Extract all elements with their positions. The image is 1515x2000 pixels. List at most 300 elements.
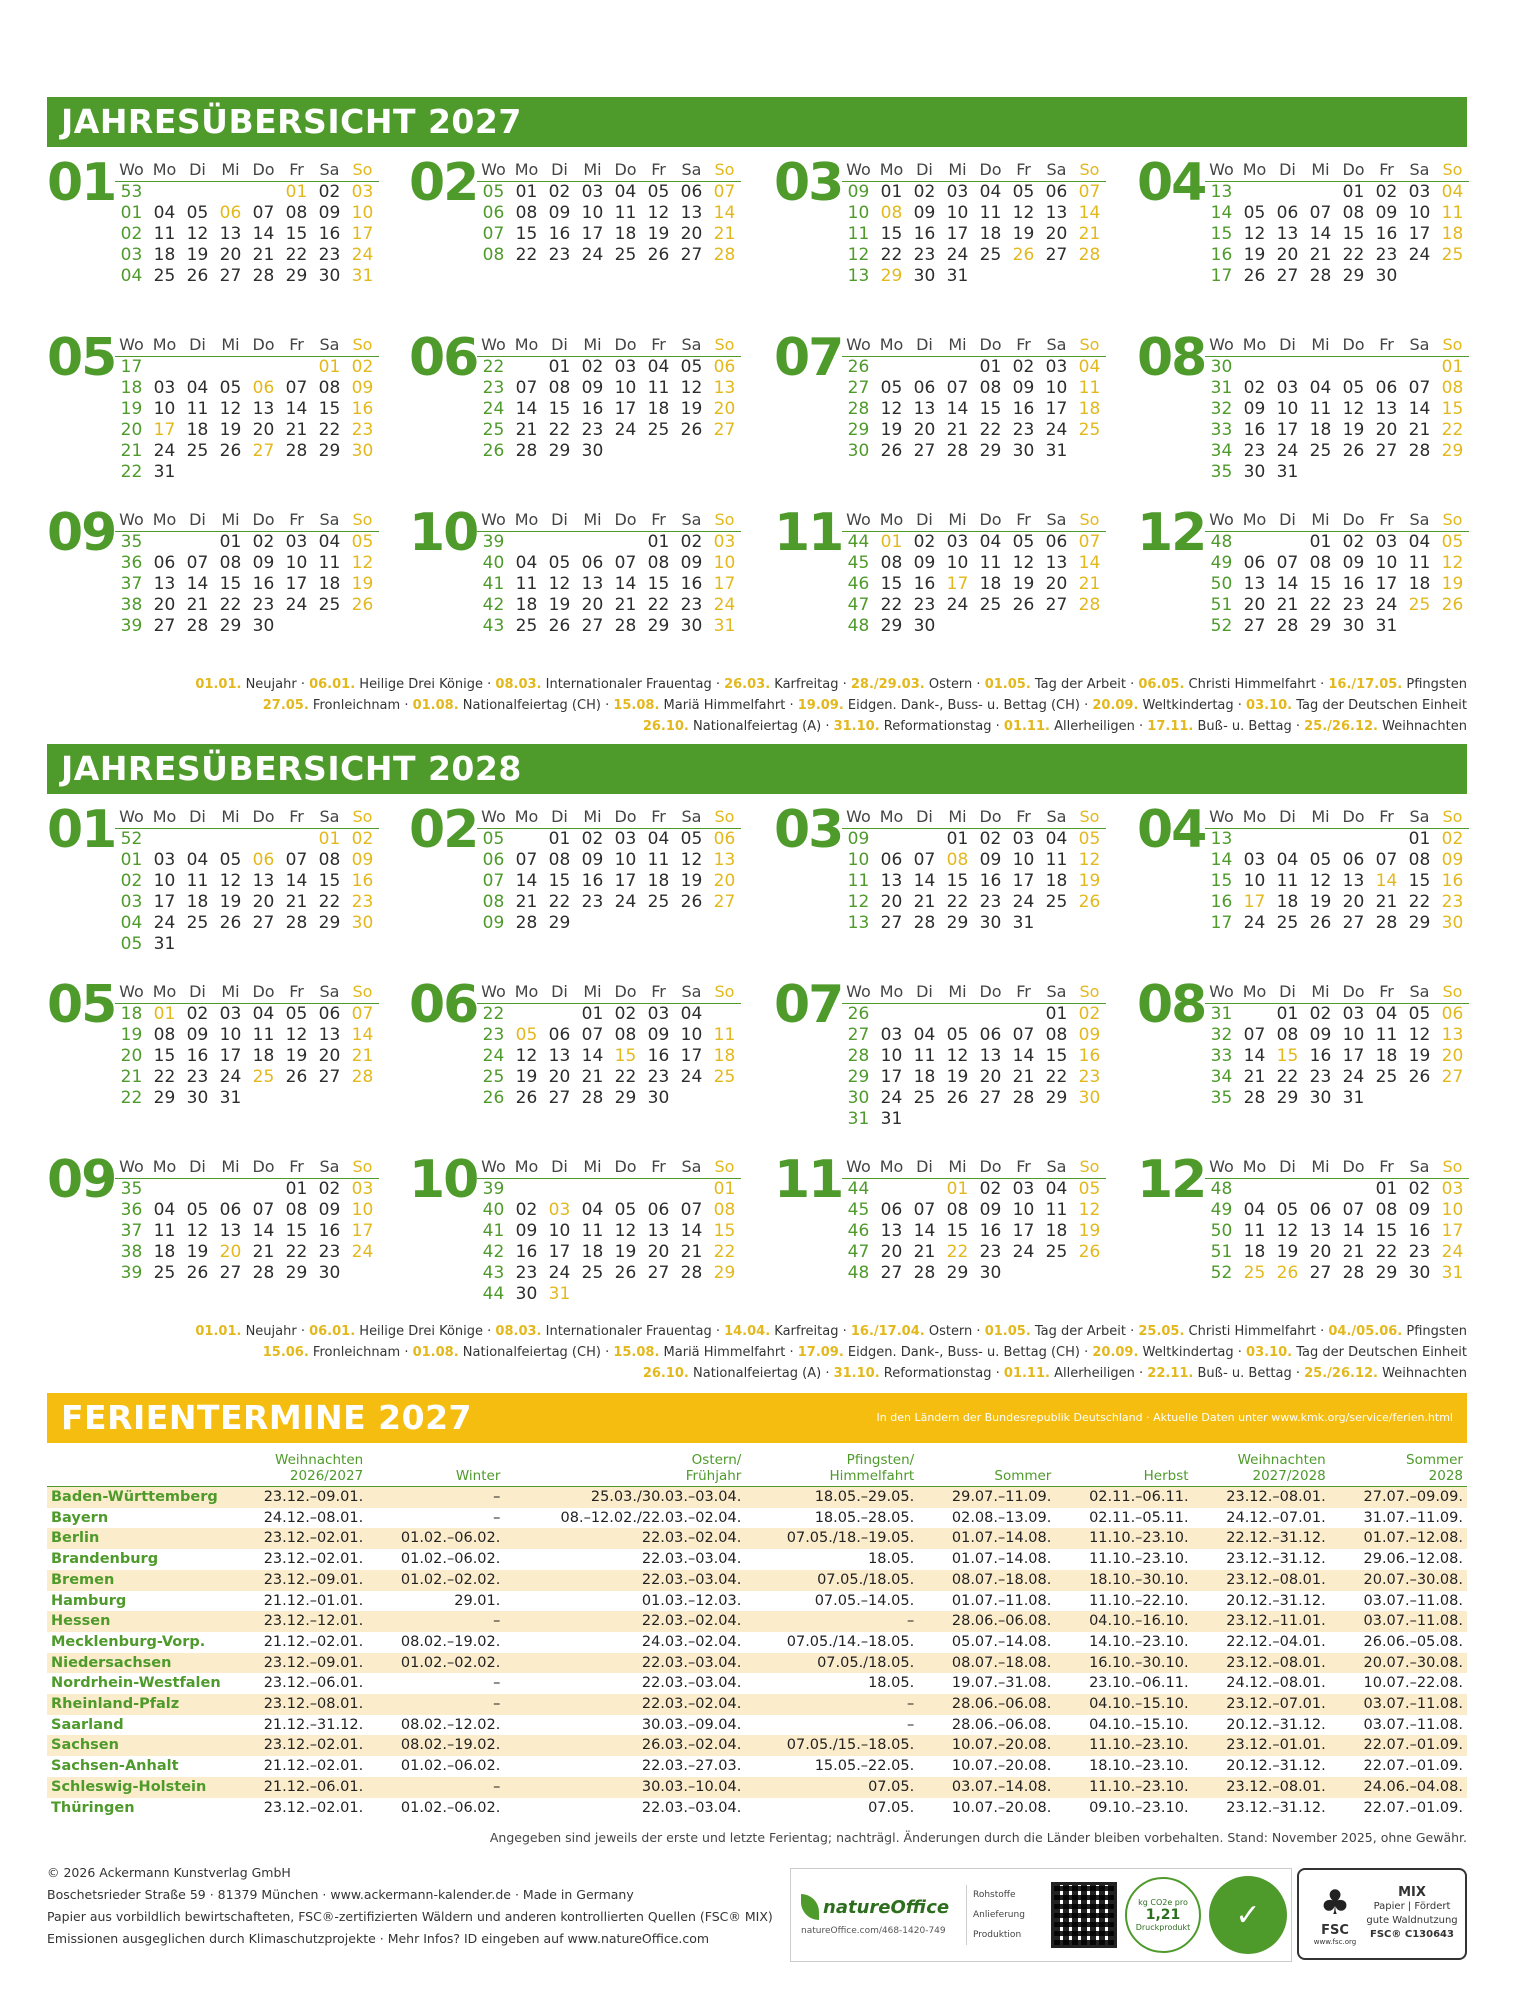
day-cell: 20 (713, 871, 736, 891)
day-cell: 15 (946, 1221, 969, 1241)
day-cell: 08 (1309, 553, 1332, 573)
week-number: 31 (1210, 378, 1233, 398)
day-cell: 24 (351, 1242, 374, 1262)
day-cell: 11 (1078, 378, 1101, 398)
holiday-date: 08.03. (495, 677, 542, 692)
day-cell: 07 (1078, 532, 1101, 552)
day-cell: 12 (186, 224, 209, 244)
weekday-header: Fr (280, 804, 313, 829)
month-09 (47, 1152, 392, 1322)
ferien-cell: 11.10.–23.10. (1089, 1551, 1189, 1568)
day-cell: 23 (1012, 420, 1035, 440)
day-cell: 28 (581, 1088, 604, 1108)
ferien-cell: – (367, 1611, 504, 1632)
holiday-name: Nationalfeiertag (CH) · (458, 1345, 614, 1360)
ferien-cell: 11.10.–23.10. (1055, 1777, 1192, 1798)
day-cell: 08 (614, 1025, 637, 1045)
day-cell (974, 1004, 1007, 1026)
ferien-column-header: Ostern/ Frühjahr (504, 1450, 745, 1487)
holiday-name: Eidgen. Dank-, Buss- u. Bettag (CH) · (843, 1345, 1093, 1360)
weekday-header: Fr (1007, 332, 1040, 357)
day-cell: 02 (318, 1179, 341, 1199)
weekday-header: Wo (1205, 332, 1238, 357)
day-cell: 13 (1441, 1025, 1464, 1045)
day-cell (543, 1179, 576, 1201)
day-cell: 25 (614, 245, 637, 265)
day-cell: 01 (318, 829, 341, 849)
week-number: 32 (1210, 399, 1233, 419)
day-cell: 03 (1375, 532, 1398, 552)
ferien-cell: 28.06.–06.08. (918, 1694, 1055, 1715)
day-cell: 13 (219, 1221, 242, 1241)
month-number: 04 (1137, 153, 1206, 213)
day-cell: 08 (1375, 1200, 1398, 1220)
week-number: 04 (120, 266, 143, 286)
week-number: 11 (847, 871, 870, 891)
day-cell: 08 (153, 1025, 176, 1045)
day-cell: 14 (285, 871, 308, 891)
day-cell: 17 (1045, 399, 1068, 419)
day-cell: 05 (186, 1200, 209, 1220)
day-cell: 11 (1375, 1025, 1398, 1045)
week-number: 48 (847, 1263, 870, 1283)
day-cell: 26 (680, 420, 703, 440)
day-cell: 13 (153, 574, 176, 594)
day-cell: 31 (351, 266, 374, 286)
weekday-header: Sa (313, 1154, 346, 1179)
year-2028-title: JAHRESÜBERSICHT 2028 (61, 749, 522, 788)
month-10 (409, 505, 754, 675)
week-number: 08 (482, 245, 505, 265)
holiday-date: 16./17.04. (850, 1324, 925, 1339)
day-cell (1238, 182, 1271, 204)
week-number: 23 (482, 1025, 505, 1045)
table-row (47, 1673, 1467, 1694)
day-cell: 10 (219, 1025, 242, 1045)
day-cell: 15 (219, 574, 242, 594)
day-cell: 27 (153, 616, 176, 636)
day-cell: 24 (1012, 1242, 1035, 1262)
weekday-header: Mo (148, 979, 181, 1004)
weekday-header: Do (974, 332, 1007, 357)
table-row (47, 1528, 1467, 1549)
day-cell: 17 (1012, 1221, 1035, 1241)
ferien-cell: 01.02.–06.02. (400, 1758, 501, 1775)
day-cell: 26 (880, 441, 903, 461)
day-cell: 27 (1441, 1067, 1464, 1087)
day-cell (908, 1179, 941, 1201)
ferien-cell: 20.07.–30.08. (1330, 1570, 1467, 1591)
day-cell: 18 (713, 1046, 736, 1066)
weekday-header: Do (1337, 804, 1370, 829)
footer-line: Boschetsrieder Straße 59 · 81379 München · www.ackermann-kalender.de · Made in Germany (47, 1887, 634, 1902)
ferien-cell: 29.01. (454, 1592, 501, 1609)
day-cell: 03 (614, 357, 637, 377)
day-cell: 02 (913, 532, 936, 552)
day-cell: 01 (880, 532, 903, 552)
day-cell: 26 (219, 441, 242, 461)
month-number: 10 (409, 1150, 478, 1210)
week-number: 37 (120, 574, 143, 594)
day-cell: 30 (1243, 462, 1266, 482)
weekday-header: Mo (875, 1154, 908, 1179)
month-02 (409, 802, 754, 972)
state-name: Bremen (47, 1570, 230, 1591)
day-cell (708, 913, 741, 934)
weekday-header: Wo (477, 1154, 510, 1179)
week-number: 25 (482, 420, 505, 440)
week-number: 26 (482, 441, 505, 461)
day-cell: 10 (351, 1200, 374, 1220)
day-cell: 02 (1441, 829, 1464, 849)
day-cell: 22 (548, 420, 571, 440)
week-number: 18 (120, 378, 143, 398)
weekday-header: Do (247, 1154, 280, 1179)
day-cell: 08 (880, 203, 903, 223)
day-cell: 04 (647, 829, 670, 849)
day-cell: 25 (1045, 892, 1068, 912)
holiday-line (167, 1342, 1467, 1363)
day-cell: 25 (153, 1263, 176, 1283)
weekday-header: Di (181, 332, 214, 357)
ferien-cell: 23.12.–06.01. (263, 1675, 364, 1692)
weekday-header: Wo (115, 332, 148, 357)
day-cell: 22 (1342, 245, 1365, 265)
day-cell: 16 (581, 871, 604, 891)
day-cell: 03 (1441, 1179, 1464, 1199)
day-cell: 19 (1309, 892, 1332, 912)
day-cell: 17 (713, 574, 736, 594)
day-cell: 20 (1276, 245, 1299, 265)
holiday-name: Tag der Deutschen Einheit (1292, 698, 1467, 713)
weekday-header: Mi (576, 979, 609, 1004)
weekday-header: Sa (675, 157, 708, 182)
weekday-header: Wo (1205, 157, 1238, 182)
day-cell (346, 934, 379, 955)
day-cell: 02 (351, 829, 374, 849)
day-cell: 25 (153, 266, 176, 286)
month-number: 11 (774, 503, 843, 563)
day-cell: 30 (318, 1263, 341, 1283)
day-cell: 29 (1276, 1088, 1299, 1108)
day-cell: 22 (979, 420, 1002, 440)
day-cell: 16 (252, 574, 275, 594)
ferien-cell: 22.12.–04.01. (1226, 1633, 1326, 1650)
day-cell (1304, 462, 1337, 483)
ferien-cell: 01.02.–06.02. (367, 1528, 504, 1549)
weekday-header: Fr (1007, 979, 1040, 1004)
weekday-header: Di (543, 507, 576, 532)
fsc-line: gute Waldnutzung (1366, 1915, 1458, 1926)
day-cell: 16 (318, 224, 341, 244)
holiday-date: 01.11. (1003, 1366, 1050, 1381)
day-cell: 10 (680, 1025, 703, 1045)
day-cell: 22 (1441, 420, 1464, 440)
day-cell: 19 (219, 892, 242, 912)
day-cell: 22 (614, 1067, 637, 1087)
day-cell: 16 (1012, 399, 1035, 419)
holiday-name: Pfingsten (1402, 1324, 1467, 1339)
day-cell: 05 (1078, 829, 1101, 849)
day-cell: 15 (285, 224, 308, 244)
weekday-header: Fr (642, 332, 675, 357)
day-cell: 29 (153, 1088, 176, 1108)
ferien-cell: 23.12.–02.01. (230, 1528, 367, 1549)
day-cell: 23 (1078, 1067, 1101, 1087)
day-cell: 14 (1375, 871, 1398, 891)
day-cell: 17 (614, 399, 637, 419)
day-cell: 19 (680, 399, 703, 419)
day-cell: 07 (515, 378, 538, 398)
holiday-line (167, 695, 1467, 716)
day-cell: 21 (1243, 1067, 1266, 1087)
day-cell (1073, 616, 1106, 637)
day-cell: 18 (1375, 1046, 1398, 1066)
ferien-cell: 02.08.–13.09. (951, 1509, 1052, 1526)
day-cell: 06 (1309, 1200, 1332, 1220)
day-cell: 28 (515, 913, 538, 933)
ferien-cell: 07.05. (745, 1777, 918, 1798)
weekday-header: Mo (510, 507, 543, 532)
ferien-cell: 21.12.–06.01. (230, 1777, 367, 1798)
ferien-cell: 01.02.–02.02. (367, 1653, 504, 1674)
ferien-cell: 04.10.–15.10. (1089, 1716, 1189, 1733)
day-cell: 20 (219, 245, 242, 265)
ferien-cell: 09.10.–23.10. (1089, 1799, 1189, 1816)
day-cell (247, 182, 280, 204)
week-number: 03 (120, 245, 143, 265)
day-cell: 11 (1276, 871, 1299, 891)
day-cell: 03 (351, 182, 374, 202)
ferien-cell: 22.03.–03.04. (504, 1570, 745, 1591)
week-number: 53 (120, 182, 143, 202)
day-cell (875, 1004, 908, 1026)
month-number: 12 (1137, 503, 1206, 563)
day-cell: 06 (1045, 532, 1068, 552)
week-number: 51 (1210, 595, 1233, 615)
day-cell (1073, 913, 1106, 934)
day-cell: 20 (548, 1067, 571, 1087)
state-name: Bayern (51, 1509, 109, 1526)
day-cell: 23 (979, 1242, 1002, 1262)
ferien-cell: 24.03.–02.04. (641, 1633, 742, 1650)
weekday-header: Di (908, 979, 941, 1004)
weekday-header: Mi (576, 507, 609, 532)
week-number: 13 (847, 913, 870, 933)
day-cell: 08 (979, 378, 1002, 398)
day-cell: 03 (153, 378, 176, 398)
day-cell: 16 (318, 1221, 341, 1241)
day-cell: 13 (913, 399, 936, 419)
ferien-cell: 11.10.–23.10. (1055, 1528, 1192, 1549)
day-cell: 13 (880, 871, 903, 891)
day-cell: 21 (1342, 1242, 1365, 1262)
day-cell: 24 (614, 892, 637, 912)
day-cell: 05 (1012, 532, 1035, 552)
day-cell: 10 (351, 203, 374, 223)
weekday-header: Di (908, 332, 941, 357)
day-cell: 14 (1078, 203, 1101, 223)
day-cell: 11 (614, 203, 637, 223)
day-cell: 03 (1012, 829, 1035, 849)
day-cell: 06 (548, 1025, 571, 1045)
ferien-title: FERIENTERMINE 2027 (61, 1398, 473, 1437)
day-cell (1238, 1179, 1271, 1201)
day-cell: 22 (1045, 1067, 1068, 1087)
week-number: 35 (1210, 1088, 1233, 1108)
day-cell (1007, 1109, 1040, 1130)
week-number: 34 (1210, 1067, 1233, 1087)
day-cell: 01 (1045, 1004, 1068, 1024)
day-cell: 16 (680, 574, 703, 594)
day-cell: 06 (647, 1200, 670, 1220)
weekday-header: Do (609, 979, 642, 1004)
natureoffice-brand-name: natureOffice (823, 1896, 950, 1918)
day-cell: 29 (548, 913, 571, 933)
day-cell: 28 (713, 245, 736, 265)
week-number: 20 (120, 420, 143, 440)
ferien-cell: 23.12.–08.01. (1193, 1570, 1330, 1591)
day-cell: 29 (1375, 1263, 1398, 1283)
day-cell: 28 (1276, 616, 1299, 636)
day-cell: 31 (1342, 1088, 1365, 1108)
day-cell: 21 (1012, 1067, 1035, 1087)
day-cell: 04 (581, 1200, 604, 1220)
day-cell: 29 (285, 266, 308, 286)
day-cell: 10 (946, 553, 969, 573)
holiday-name: Pfingsten (1402, 677, 1467, 692)
weekday-header: Fr (642, 507, 675, 532)
table-row (47, 1798, 1467, 1819)
day-cell: 04 (680, 1004, 703, 1024)
day-cell: 22 (713, 1242, 736, 1262)
day-cell (346, 462, 379, 483)
weekday-header: Fr (1370, 1154, 1403, 1179)
day-cell: 06 (318, 1004, 341, 1024)
day-cell: 24 (1342, 1067, 1365, 1087)
day-cell: 17 (153, 420, 176, 440)
day-cell: 15 (1342, 224, 1365, 244)
day-cell: 24 (285, 595, 308, 615)
holiday-name: Mariä Himmelfahrt · (659, 1345, 798, 1360)
week-number: 46 (847, 574, 870, 594)
weekday-header: Mi (214, 332, 247, 357)
natureoffice-item: Produktion (973, 1930, 1022, 1940)
day-cell: 21 (1375, 892, 1398, 912)
day-cell: 08 (946, 1200, 969, 1220)
day-cell: 13 (1342, 871, 1365, 891)
week-number: 15 (1210, 871, 1233, 891)
week-number: 19 (120, 1025, 143, 1045)
day-cell: 22 (647, 595, 670, 615)
day-cell: 11 (1408, 553, 1431, 573)
day-cell: 09 (515, 1221, 538, 1241)
day-cell (181, 829, 214, 851)
day-cell: 01 (153, 1004, 176, 1024)
weekday-header: Sa (1040, 157, 1073, 182)
week-number: 28 (847, 399, 870, 419)
day-cell: 11 (153, 1221, 176, 1241)
weekday-header: So (1436, 332, 1469, 357)
day-cell: 07 (515, 850, 538, 870)
day-cell: 23 (647, 1067, 670, 1087)
week-number: 05 (482, 829, 505, 849)
day-cell: 03 (548, 1200, 571, 1220)
day-cell (974, 1109, 1007, 1130)
day-cell: 28 (1078, 245, 1101, 265)
day-cell (1007, 616, 1040, 637)
weekday-header: Mo (148, 507, 181, 532)
month-05 (47, 977, 392, 1147)
holiday-date: 25./26.12. (1304, 1366, 1378, 1381)
weekday-header: So (1436, 157, 1469, 182)
ferien-cell: 10.07.–20.08. (951, 1758, 1052, 1775)
day-cell (214, 829, 247, 851)
day-cell: 07 (252, 1200, 275, 1220)
day-cell: 04 (1243, 1200, 1266, 1220)
weekday-header: Do (1337, 157, 1370, 182)
day-cell: 24 (219, 1067, 242, 1087)
weekday-header: Do (247, 157, 280, 182)
table-row (47, 1653, 1467, 1674)
week-number: 02 (120, 871, 143, 891)
day-cell: 17 (1408, 224, 1431, 244)
day-cell (1304, 182, 1337, 204)
day-cell: 23 (913, 245, 936, 265)
week-number: 21 (120, 1067, 143, 1087)
day-cell (875, 829, 908, 851)
qr-code-icon (1051, 1882, 1117, 1948)
ferien-cell: 22.07.–01.09. (1363, 1799, 1463, 1816)
weekday-header: Do (974, 979, 1007, 1004)
ferien-cell: 23.12.–08.01. (230, 1694, 367, 1715)
day-cell: 04 (913, 1025, 936, 1045)
day-cell: 27 (1375, 441, 1398, 461)
day-cell: 04 (1276, 850, 1299, 870)
day-cell: 20 (318, 1046, 341, 1066)
day-cell: 07 (581, 1025, 604, 1045)
day-cell: 06 (680, 182, 703, 202)
year-2027-title: JAHRESÜBERSICHT 2027 (61, 102, 522, 141)
day-cell: 28 (1408, 441, 1431, 461)
day-cell: 13 (647, 1221, 670, 1241)
month-number: 06 (409, 975, 478, 1035)
week-number: 28 (847, 1046, 870, 1066)
holiday-date: 25./26.12. (1304, 719, 1378, 734)
day-cell (1403, 462, 1436, 483)
day-cell: 15 (1276, 1046, 1299, 1066)
day-cell: 18 (614, 224, 637, 244)
day-cell: 15 (515, 224, 538, 244)
day-cell: 05 (946, 1025, 969, 1045)
day-cell: 05 (647, 182, 670, 202)
weekday-header: Sa (1040, 804, 1073, 829)
table-row (47, 1570, 1467, 1591)
day-cell: 01 (581, 1004, 604, 1024)
ferien-cell: 01.07.–12.08. (1330, 1528, 1467, 1549)
day-cell: 26 (614, 1263, 637, 1283)
day-cell: 01 (1309, 532, 1332, 552)
week-number: 19 (120, 399, 143, 419)
day-cell: 05 (1243, 203, 1266, 223)
day-cell: 09 (351, 378, 374, 398)
day-cell: 27 (548, 1088, 571, 1108)
ferien-cell: – (745, 1611, 918, 1632)
day-cell: 24 (581, 245, 604, 265)
weekday-header: Mi (214, 157, 247, 182)
day-cell: 28 (614, 616, 637, 636)
day-cell: 17 (1012, 871, 1035, 891)
